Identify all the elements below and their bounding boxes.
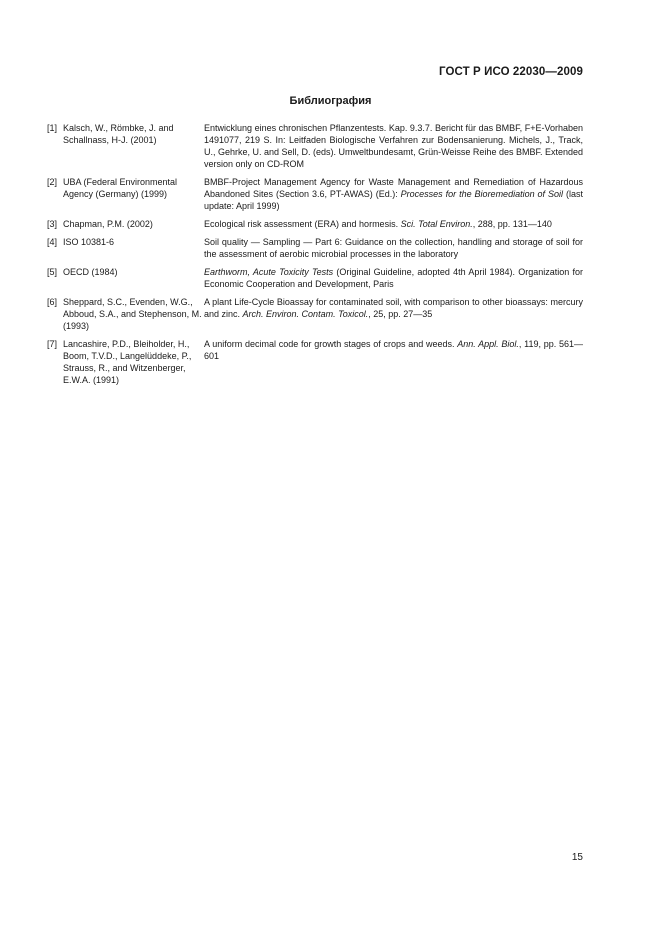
entry-text-part: , 119, pp. 561—601 — [204, 339, 583, 361]
entry-author: UBA (Federal Environmental Agency (Germany) (1999) — [63, 177, 178, 199]
entry-text-part: A plant Life-Cycle Bioassay for contaminated soil, with comparison to other bioassays: mercury and zinc. — [204, 297, 583, 319]
entry-text — [204, 236, 583, 260]
bibliography-entry — [47, 218, 583, 230]
entry-number: [2] — [47, 177, 58, 187]
bibliography-entry — [47, 266, 583, 290]
entry-text-italic: Sci. Total Environ. — [400, 219, 473, 229]
entry-number: [3] — [47, 219, 58, 229]
entry-number: [7] — [47, 339, 58, 349]
entry-author: Lancashire, P.D., Bleiholder, H., Boom, T.V.D., Langelüddeke, P., Strauss, R., and Witzenberger, E.W.A. (1991) — [63, 339, 192, 385]
entry-author: Chapman, P.M. (2002) — [63, 219, 153, 229]
bibliography-list — [47, 122, 583, 392]
entry-text-italic: Processes for the Bioremediation of Soil — [400, 189, 564, 199]
entry-number: [5] — [47, 267, 58, 277]
bibliography-entry — [47, 338, 583, 386]
entry-author: ISO 10381-6 — [63, 237, 115, 247]
entry-text — [204, 122, 583, 170]
entry-text-part: Ecological risk assessment (ERA) and hormesis. — [204, 219, 401, 229]
bibliography-entry — [47, 176, 583, 212]
page-number: 15 — [571, 852, 583, 863]
document-code: ГОСТ Р ИСО 22030—2009 — [438, 66, 583, 78]
entry-number: [1] — [47, 123, 58, 133]
bibliography-entry — [47, 122, 583, 170]
entry-text-italic: Earthworm, Acute Toxicity Tests — [204, 267, 334, 277]
entry-text-part: (last update: April 1999) — [204, 189, 583, 211]
bibliography-entry — [47, 296, 583, 332]
entry-text-part: A uniform decimal code for growth stages of crops and weeds. — [204, 339, 458, 349]
entry-number: [4] — [47, 237, 58, 247]
entry-author: Sheppard, S.C., Evenden, W.G., Abboud, S.A., and Stephenson, M. (1993) — [63, 297, 202, 331]
entry-text — [204, 218, 583, 230]
bibliography-entry — [47, 236, 583, 260]
entry-number: [6] — [47, 297, 58, 307]
entry-text-part: , 288, pp. 131—140 — [472, 219, 552, 229]
entry-text-part: , 25, pp. 27—35 — [368, 309, 433, 319]
entry-author: Kalsch, W., Römbke, J. and Schallnass, H-J. (2001) — [63, 123, 174, 145]
entry-text-part: Soil quality — Sampling — Part 6: Guidance on the collection, handling and storage of soil for the assessment of aerobic microbial processes in the laboratory — [204, 237, 583, 259]
entry-text-part: Entwicklung eines chronischen Pflanzentests. Kap. 9.3.7. Bericht für das BMBF, F+E-Vorhaben 1491077, 219 S. In: Leitfaden Biologische Verfahren zur Bodensanierung. Michels, J., Track, U., Gehrke, U. and Sell, D. (eds). Umweltbundesamt, Grün-Weisse Reihe des BMBF. Extended version only on CD-ROM — [204, 123, 583, 169]
entry-text-part: BMBF-Project Management Agency for Waste Management and Remediation of Hazardous Abandoned Sites (Section 3.6, PT-AWAS) (Ed.): — [204, 177, 583, 199]
entry-text-part: (Original Guideline, adopted 4th April 1984). Organization for Economic Cooperation and Development, Paris — [204, 267, 584, 289]
entry-text-italic: Ann. Appl. Biol. — [457, 339, 519, 349]
entry-text — [204, 338, 583, 386]
entry-text — [204, 176, 583, 212]
entry-text — [204, 296, 583, 332]
entry-author: OECD (1984) — [63, 267, 118, 277]
bibliography-title: Библиография — [289, 95, 372, 107]
entry-text-italic: Arch. Environ. Contam. Toxicol. — [242, 309, 369, 319]
entry-text — [204, 266, 583, 290]
